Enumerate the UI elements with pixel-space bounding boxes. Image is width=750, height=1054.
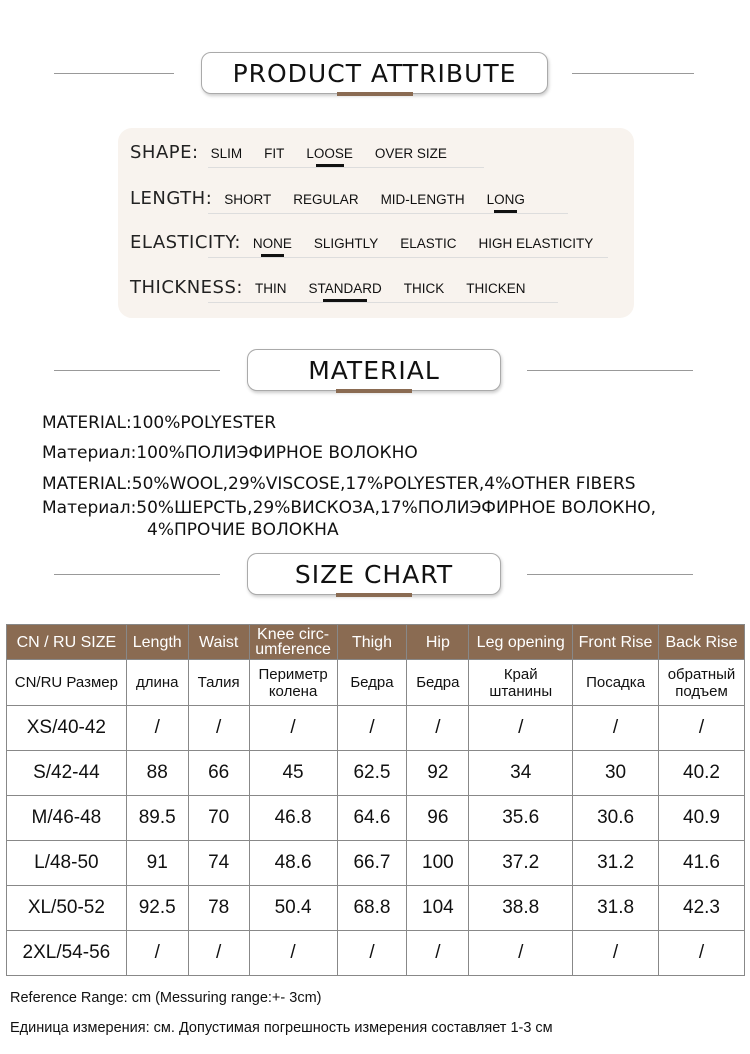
material-line — [42, 473, 636, 495]
material-value: 50%ШЕРСТЬ,29%ВИСКОЗА,17%ПОЛИЭФИРНОЕ ВОЛОКНО, — [136, 498, 657, 518]
section-title-material — [247, 349, 501, 391]
table-cell: длина — [126, 660, 188, 706]
attribute-option: LOOSE — [306, 146, 353, 161]
attribute-row — [130, 188, 547, 209]
attribute-row — [130, 277, 548, 298]
attribute-option: MID-LENGTH — [380, 192, 465, 207]
material-label: MATERIAL: — [42, 474, 132, 494]
table-cell: 42.3 — [659, 886, 745, 931]
attribute-underline — [208, 257, 608, 258]
section-title-attribute — [201, 52, 548, 94]
material-label: Материал: — [42, 443, 137, 463]
reference-note: Reference Range: cm (Messuring range:+- 3cm) — [10, 990, 322, 1006]
table-cell: 89.5 — [126, 796, 188, 841]
material-label: Материал: — [42, 498, 137, 518]
table-cell: 46.8 — [249, 796, 337, 841]
table-cell: M/46-48 — [7, 796, 127, 841]
attribute-option: HIGH ELASTICITY — [478, 236, 594, 251]
material-value: 100%ПОЛИЭФИРНОЕ ВОЛОКНО — [136, 443, 418, 463]
table-row — [7, 706, 745, 751]
table-cell: 96 — [407, 796, 469, 841]
table-cell: 64.6 — [337, 796, 407, 841]
table-cell: Back Rise — [659, 625, 745, 660]
table-cell: 37.2 — [469, 841, 573, 886]
table-cell: 100 — [407, 841, 469, 886]
table-cell: S/42-44 — [7, 751, 127, 796]
attribute-row — [130, 232, 615, 253]
table-cell: 40.2 — [659, 751, 745, 796]
table-cell: / — [126, 706, 188, 751]
table-cell: 78 — [188, 886, 249, 931]
divider — [527, 574, 693, 575]
table-cell: Length — [126, 625, 188, 660]
table-cell: 92 — [407, 751, 469, 796]
accent-bar — [337, 92, 413, 96]
table-cell: Бедра — [337, 660, 407, 706]
table-row — [7, 841, 745, 886]
table-cell: Талия — [188, 660, 249, 706]
table-cell: 88 — [126, 751, 188, 796]
table-cell: 2XL/54-56 — [7, 931, 127, 976]
table-cell: Leg opening — [469, 625, 573, 660]
table-cell: Бедра — [407, 660, 469, 706]
accent-bar — [336, 389, 412, 393]
attribute-option: THICK — [403, 281, 445, 296]
attribute-underline — [208, 167, 484, 168]
attribute-option: SLIGHTLY — [313, 236, 379, 251]
material-line — [42, 442, 418, 464]
table-cell: Периметр колена — [249, 660, 337, 706]
table-row — [7, 886, 745, 931]
material-line — [42, 497, 656, 541]
reference-note-ru: Единица измерения: см. Допустимая погрешность измерения составляет 1-3 см — [10, 1020, 553, 1036]
table-cell: 104 — [407, 886, 469, 931]
table-cell: / — [249, 706, 337, 751]
table-cell: 50.4 — [249, 886, 337, 931]
table-cell: / — [188, 931, 249, 976]
table-cell: Waist — [188, 625, 249, 660]
attribute-row — [130, 142, 469, 163]
table-cell: 31.2 — [573, 841, 659, 886]
table-row — [7, 931, 745, 976]
table-row — [7, 625, 745, 660]
attribute-option: SHORT — [224, 192, 272, 207]
attribute-option: SLIM — [210, 146, 243, 161]
attribute-option: THIN — [254, 281, 287, 296]
attribute-panel — [118, 128, 634, 318]
material-value: 100%POLYESTER — [131, 413, 277, 433]
section-title-text: MATERIAL — [308, 355, 440, 385]
attribute-option: THICKEN — [466, 281, 526, 296]
attribute-option: NONE — [252, 236, 292, 251]
table-cell: / — [469, 931, 573, 976]
attribute-label: SHAPE: — [130, 142, 199, 163]
table-cell: / — [407, 706, 469, 751]
attribute-option: OVER SIZE — [374, 146, 447, 161]
material-value: 4%ПРОЧИЕ ВОЛОКНА — [147, 520, 339, 540]
table-cell: 38.8 — [469, 886, 573, 931]
table-cell: / — [573, 931, 659, 976]
table-cell: 70 — [188, 796, 249, 841]
table-cell: Front Rise — [573, 625, 659, 660]
table-cell: 68.8 — [337, 886, 407, 931]
table-cell: / — [659, 706, 745, 751]
attribute-label: ELASTICITY: — [130, 232, 241, 253]
section-title-text: SIZE CHART — [294, 559, 454, 589]
table-row — [7, 660, 745, 706]
table-cell: CN / RU SIZE — [7, 625, 127, 660]
table-cell: Thigh — [337, 625, 407, 660]
attribute-option: LONG — [486, 192, 525, 207]
size-chart-table — [6, 624, 745, 976]
section-title-size-chart — [247, 553, 501, 595]
table-cell: L/48-50 — [7, 841, 127, 886]
divider — [572, 73, 694, 74]
table-cell: CN/RU Размер — [7, 660, 127, 706]
section-title-text: PRODUCT ATTRIBUTE — [232, 58, 517, 88]
table-cell: 34 — [469, 751, 573, 796]
table-cell: Hip — [407, 625, 469, 660]
table-cell: обратный подъем — [659, 660, 745, 706]
table-cell: 74 — [188, 841, 249, 886]
table-cell: / — [573, 706, 659, 751]
attribute-option: ELASTIC — [400, 236, 457, 251]
table-cell: / — [337, 706, 407, 751]
attribute-option: FIT — [264, 146, 285, 161]
table-row — [7, 751, 745, 796]
material-value: 50%WOOL,29%VISCOSE,17%POLYESTER,4%OTHER FIBERS — [131, 474, 636, 494]
accent-bar — [336, 593, 412, 597]
table-row — [7, 796, 745, 841]
table-cell: 66 — [188, 751, 249, 796]
table-cell: / — [407, 931, 469, 976]
table-cell: 91 — [126, 841, 188, 886]
material-label: MATERIAL: — [42, 413, 132, 433]
table-cell: XS/40-42 — [7, 706, 127, 751]
table-cell: Посадка — [573, 660, 659, 706]
divider — [54, 73, 174, 74]
divider — [54, 574, 220, 575]
attribute-label: THICKNESS: — [130, 277, 243, 298]
table-cell: / — [337, 931, 407, 976]
table-cell: 30.6 — [573, 796, 659, 841]
divider — [527, 370, 693, 371]
table-cell: XL/50-52 — [7, 886, 127, 931]
attribute-option: REGULAR — [293, 192, 359, 207]
table-cell: 48.6 — [249, 841, 337, 886]
table-cell: 40.9 — [659, 796, 745, 841]
table-cell: 66.7 — [337, 841, 407, 886]
table-cell: 62.5 — [337, 751, 407, 796]
divider — [54, 370, 220, 371]
attribute-option: STANDARD — [308, 281, 382, 296]
table-cell: / — [469, 706, 573, 751]
table-cell: 92.5 — [126, 886, 188, 931]
table-cell: 30 — [573, 751, 659, 796]
attribute-label: LENGTH: — [130, 188, 213, 209]
table-cell: 41.6 — [659, 841, 745, 886]
table-cell: / — [188, 706, 249, 751]
table-cell: / — [126, 931, 188, 976]
table-cell: 31.8 — [573, 886, 659, 931]
table-cell: 45 — [249, 751, 337, 796]
attribute-underline — [208, 302, 558, 303]
table-cell: / — [249, 931, 337, 976]
table-cell: Knee circ- umference — [249, 625, 337, 660]
table-cell: / — [659, 931, 745, 976]
attribute-underline — [208, 213, 568, 214]
material-line — [42, 412, 276, 434]
table-cell: Край штанины — [469, 660, 573, 706]
table-cell: 35.6 — [469, 796, 573, 841]
